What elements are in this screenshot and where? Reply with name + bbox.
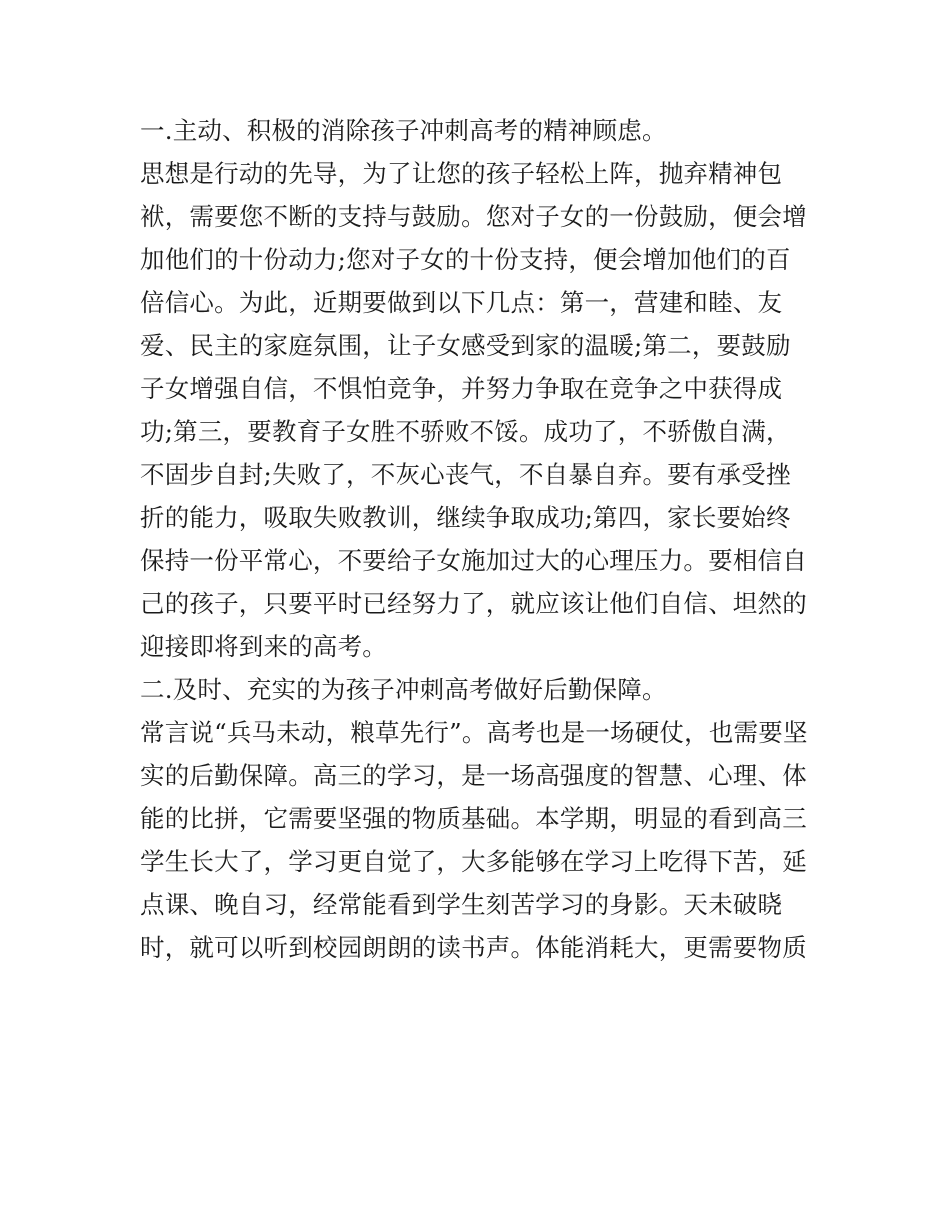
paragraph-line: 点课、晚自习，经常能看到学生刻苦学习的身影。天未破晓 (140, 890, 783, 919)
paragraph-line: 实的后勤保障。高三的学习，是一场高强度的智慧、心理、体 (140, 761, 807, 790)
paragraph-line: 保持一份平常心，不要给子女施加过大的心理压力。要相信自 (140, 546, 807, 575)
paragraph-line: 能的比拼，它需要坚强的物质基础。本学期，明显的看到高三 (140, 804, 807, 833)
paragraph-line: 倍信心。为此，近期要做到以下几点：第一，营建和睦、友 (140, 288, 783, 317)
document-body (140, 110, 820, 969)
paragraph-line: 子女增强自信，不惧怕竞争，并努力争取在竞争之中获得成 (140, 374, 783, 403)
paragraph-line: 袱，需要您不断的支持与鼓励。您对子女的一份鼓励，便会增 (140, 202, 807, 231)
paragraph-line: 迎接即将到来的高考。 (140, 632, 387, 661)
paragraph-line: 功;第三，要教育子女胜不骄败不馁。成功了，不骄傲自满， (140, 417, 791, 446)
paragraph-line: 己的孩子，只要平时已经努力了，就应该让他们自信、坦然的 (140, 589, 807, 618)
section-heading-1: 一.主动、积极的消除孩子冲刺高考的精神顾虑。 (140, 116, 667, 145)
paragraph-line: 时，就可以听到校园朗朗的读书声。体能消耗大，更需要物质 (140, 933, 807, 962)
paragraph-line: 学生长大了，学习更自觉了，大多能够在学习上吃得下苦，延 (140, 847, 807, 876)
section-heading-2: 二.及时、充实的为孩子冲刺高考做好后勤保障。 (140, 675, 667, 704)
paragraph-line: 不固步自封;失败了，不灰心丧气，不自暴自弃。要有承受挫 (140, 460, 791, 489)
paragraph-line: 加他们的十份动力;您对子女的十份支持，便会增加他们的百 (140, 245, 791, 274)
paragraph-line: 思想是行动的先导，为了让您的孩子轻松上阵，抛弃精神包 (140, 159, 783, 188)
paragraph-line: 爱、民主的家庭氛围，让子女感受到家的温暖;第二，要鼓励 (140, 331, 791, 360)
paragraph-line: 折的能力，吸取失败教训，继续争取成功;第四，家长要始终 (140, 503, 791, 532)
paragraph-line: 常言说“兵马未动，粮草先行”。高考也是一场硬仗，也需要坚 (140, 718, 808, 747)
